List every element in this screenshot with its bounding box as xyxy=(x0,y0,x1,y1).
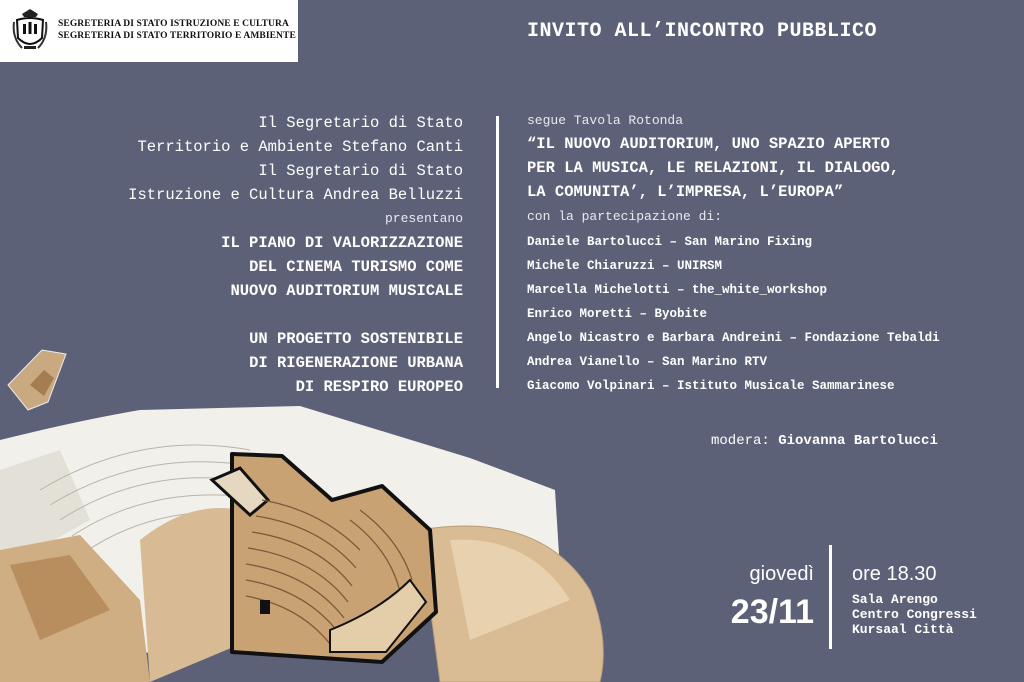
presentano-label: presentano xyxy=(384,211,463,226)
project-line-1: UN PROGETTO SOSTENIBILE xyxy=(249,330,463,348)
presenter-line-1: Il Segretario di Stato xyxy=(258,114,463,132)
event-day: giovedì xyxy=(749,563,814,585)
logo-line-territory: SEGRETERIA DI STATO TERRITORIO E AMBIENTE xyxy=(58,31,296,41)
event-venue xyxy=(852,592,977,637)
presenter-line-4: Istruzione e Cultura Andrea Belluzzi xyxy=(128,186,463,204)
project-line-2: DI RIGENERAZIONE URBANA xyxy=(249,354,463,372)
round-table-title-3: LA COMUNITA’, L’IMPRESA, L’EUROPA” xyxy=(527,183,844,201)
page-title: INVITO ALL’INCONTRO PUBBLICO xyxy=(527,20,878,43)
event-time: ore 18.30 xyxy=(852,563,937,585)
auditorium-plan-illustration xyxy=(0,340,620,682)
plan-title-line-3: NUOVO AUDITORIUM MUSICALE xyxy=(230,282,463,300)
moderator xyxy=(711,433,938,449)
list-item: Giacomo Volpinari – Istituto Musicale Sammarinese xyxy=(527,379,895,393)
round-table-title-2: PER LA MUSICA, LE RELAZIONI, IL DIALOGO, xyxy=(527,159,900,177)
plan-title-line-1: IL PIANO DI VALORIZZAZIONE xyxy=(221,234,463,252)
moderator-label: modera: xyxy=(711,433,770,449)
list-item: Andrea Vianello – San Marino RTV xyxy=(527,355,768,369)
participation-label: con la partecipazione di: xyxy=(527,209,723,224)
list-item: Daniele Bartolucci – San Marino Fixing xyxy=(527,235,813,249)
presenter-line-2: Territorio e Ambiente Stefano Canti xyxy=(137,138,463,156)
logo-line-education: SEGRETERIA DI STATO ISTRUZIONE E CULTURA xyxy=(58,19,289,29)
list-item: Angelo Nicastro e Barbara Andreini – Fondazione Tebaldi xyxy=(527,331,940,345)
venue-line-3: Kursaal Città xyxy=(852,622,954,637)
project-line-3: DI RESPIRO EUROPEO xyxy=(295,378,463,396)
list-item: Enrico Moretti – Byobite xyxy=(527,307,708,321)
presenter-line-3: Il Segretario di Stato xyxy=(258,162,463,180)
list-item: Michele Chiaruzzi – UNIRSM xyxy=(527,259,723,273)
moderator-name: Giovanna Bartolucci xyxy=(778,433,938,449)
plan-title-line-2: DEL CINEMA TURISMO COME xyxy=(249,258,463,276)
event-date: 23/11 xyxy=(730,593,814,631)
san-marino-crest-icon xyxy=(12,8,48,52)
venue-line-1: Sala Arengo xyxy=(852,592,938,607)
list-item: Marcella Michelotti – the_white_workshop xyxy=(527,283,828,297)
round-table-title-1: “IL NUOVO AUDITORIUM, UNO SPAZIO APERTO xyxy=(527,135,890,153)
segue-label: segue Tavola Rotonda xyxy=(527,113,684,128)
logo-header xyxy=(0,0,298,62)
event-divider xyxy=(829,545,832,649)
venue-line-2: Centro Congressi xyxy=(852,607,977,622)
